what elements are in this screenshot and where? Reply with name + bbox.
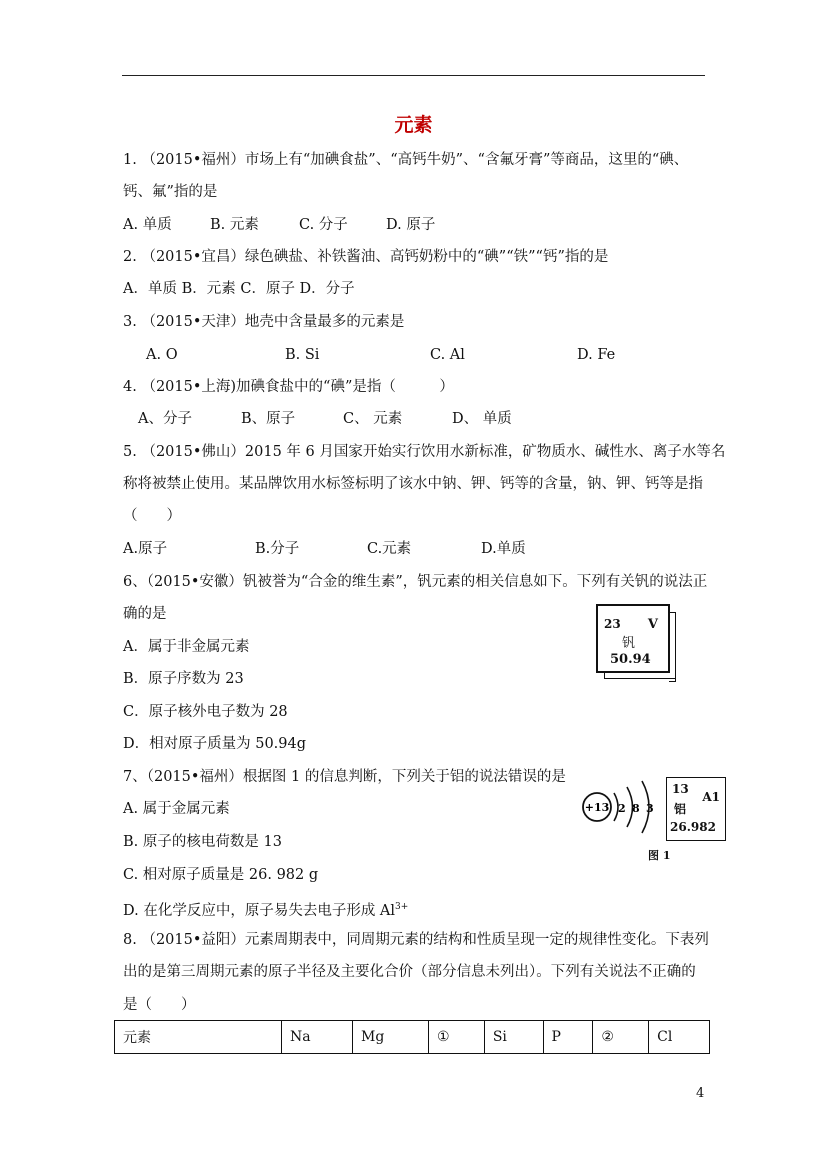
q8-text-line2: 出的是第三周期元素的原子半径及主要化合价（部分信息未列出）。下列有关说法不正确的 [123, 964, 696, 980]
shell-electrons-3: 3 [646, 802, 654, 815]
table-cell: Mg [352, 1021, 428, 1054]
vanadium-element-card [596, 604, 670, 673]
q1-option-d: D. 原子 [386, 217, 436, 233]
table-row [115, 1021, 710, 1054]
nucleus-charge: +13 [584, 801, 610, 814]
table-cell: ② [593, 1021, 649, 1054]
table-cell: ① [429, 1021, 485, 1054]
page-title: 元素 [394, 114, 433, 136]
table-cell: P [543, 1021, 593, 1054]
q6-option-d: D．相对原子质量为 50.94g [123, 736, 307, 752]
q4-option-d: D、 单质 [452, 411, 512, 427]
q3-option-a: A. O [146, 347, 178, 363]
q6-text-line2: 确的是 [123, 606, 167, 622]
q4-option-a: A、分子 [138, 411, 192, 427]
q1-text-line1: 1. （2015•福州）市场上有“加碘食盐”、“高钙牛奶”、“含氟牙膏”等商品，这里的“碘、 [123, 152, 689, 168]
q1-option-b: B. 元素 [210, 217, 259, 233]
q4-option-c: C、 元素 [343, 411, 403, 427]
q7-option-a: A. 属于金属元素 [123, 801, 230, 817]
q8-text-line1: 8. （2015•益阳）元素周期表中，同周期元素的结构和性质呈现一定的规律性变化。下表列 [123, 932, 709, 948]
figure-label: 图 1 [648, 849, 671, 862]
q6-option-c: C．原子核外电子数为 28 [123, 704, 288, 720]
element-atomic-number: 23 [604, 617, 621, 631]
q5-option-c: C.元素 [367, 541, 412, 557]
q7-option-d-charge: 3+ [395, 902, 409, 912]
q3-option-d: D. Fe [577, 347, 616, 363]
q1-option-a: A. 单质 [123, 217, 172, 233]
q6-text-line1: 6、（2015•安徽）钒被誉为“合金的维生素”，钒元素的相关信息如下。下列有关钒的说法正 [123, 574, 708, 590]
table-cell: 元素 [115, 1021, 282, 1054]
q5-text-line1: 5. （2015•佛山）2015 年 6 月国家开始实行饮用水新标准，矿物质水、碱性水、离子水等名 [123, 444, 726, 460]
q8-text-line3: 是（ ） [123, 997, 196, 1013]
q5-option-a: A.原子 [123, 541, 168, 557]
q5-option-d: D.单质 [481, 541, 526, 557]
q4-text: 4. （2015•上海)加碘食盐中的“碘”是指（ ） [123, 379, 454, 395]
q7-option-b: B. 原子的核电荷数是 13 [123, 834, 282, 850]
q7-option-d-text: D. 在化学反应中，原子易失去电子形成 Al [123, 902, 396, 919]
page-number: 4 [696, 1086, 705, 1101]
q2-options: A．单质 B．元素 C．原子 D．分子 [123, 281, 355, 297]
q3-option-c: C. Al [430, 347, 465, 363]
shell-electrons-1: 2 [618, 802, 626, 815]
q5-option-b: B.分子 [255, 541, 300, 557]
element-table [114, 1020, 710, 1054]
table-cell: Si [484, 1021, 543, 1054]
q5-text-line2: 称将被禁止使用。某品牌饮用水标签标明了该水中钠、钾、钙等的含量，钠、钾、钙等是指 [123, 476, 703, 492]
q6-option-b: B．原子序数为 23 [123, 671, 244, 687]
header-rule [122, 75, 705, 76]
table-cell: Cl [649, 1021, 710, 1054]
table-cell: Na [282, 1021, 353, 1054]
q3-option-b: B. Si [285, 347, 320, 363]
card-shadow-bottom [604, 672, 676, 679]
aluminum-element-card [666, 777, 726, 841]
q7-text: 7、（2015•福州）根据图 1 的信息判断，下列关于铝的说法错误的是 [123, 769, 566, 785]
al-name: 铝 [674, 802, 687, 816]
q7-option-c: C. 相对原子质量是 26. 982 g [123, 867, 319, 883]
q3-text: 3. （2015•天津）地壳中含量最多的元素是 [123, 314, 405, 330]
shell-electrons-2: 8 [632, 802, 640, 815]
element-atomic-mass: 50.94 [610, 652, 651, 667]
al-symbol: A1 [702, 790, 720, 804]
q7-option-d [123, 897, 408, 921]
q1-option-c: C. 分子 [299, 217, 348, 233]
al-atomic-number: 13 [672, 782, 689, 796]
q5-text-line3: （ ） [123, 508, 181, 524]
element-symbol: V [647, 617, 658, 632]
q2-text: 2. （2015•宜昌）绿色碘盐、补铁酱油、高钙奶粉中的“碘”“铁”“钙”指的是 [123, 249, 609, 265]
q6-option-a: A．属于非金属元素 [123, 639, 250, 655]
element-name: 钒 [622, 636, 636, 651]
q1-text-line2: 钙、氟”指的是 [123, 184, 218, 200]
q4-option-b: B、原子 [241, 411, 296, 427]
al-atomic-mass: 26.982 [670, 820, 716, 834]
